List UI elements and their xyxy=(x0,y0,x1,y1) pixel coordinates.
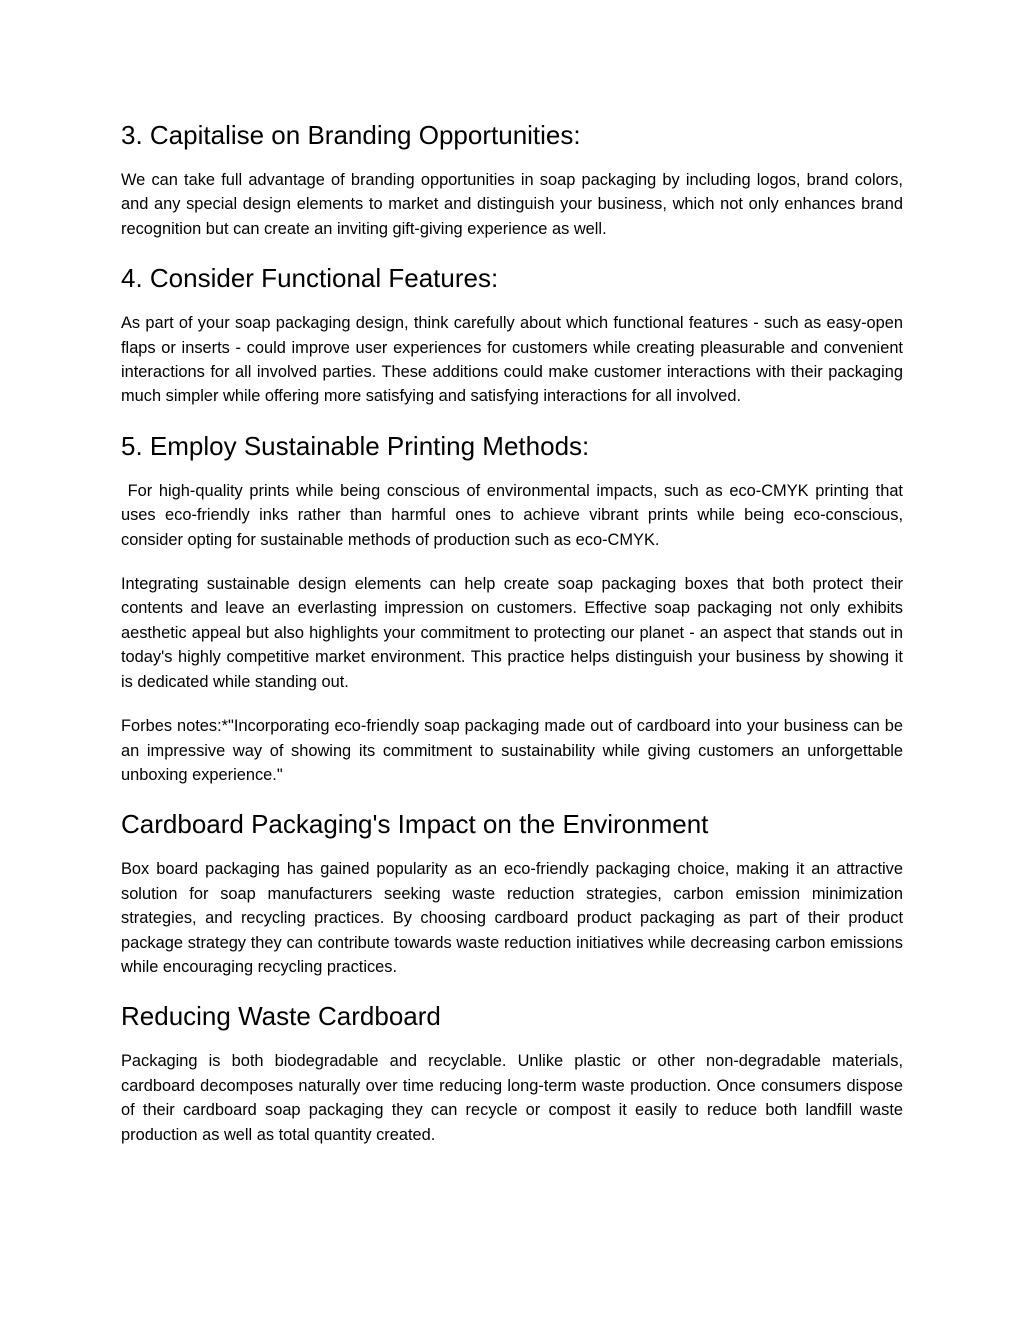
section-heading-environment-impact: Cardboard Packaging's Impact on the Environment xyxy=(121,809,709,840)
paragraph-forbes-quote: Forbes notes:*"Incorporating eco-friendly soap packaging made out of cardboard into your business can be an impressive way of showing its commitment to sustainability while giving customers an unforgettable unboxing experience." xyxy=(121,717,903,784)
section-heading-sustainable-printing: 5. Employ Sustainable Printing Methods: xyxy=(121,430,590,461)
paragraph-functional-features: As part of your soap packaging design, think carefully about which functional features - such as easy-open flaps or inserts - could improve user experiences for customers while creating pleasurable and convenient interactions for all involved parties. These additions could make customer interactions with their packaging much simpler while offering more satisfying and satisfying interactions for all involved. xyxy=(121,314,903,406)
paragraph-sustainable-printing: For high-quality prints while being conscious of environmental impacts, such as eco-CMYK printing that uses eco-friendly inks rather than harmful ones to achieve vibrant prints while being eco-conscious, consider opting for sustainable methods of production such as eco-CMYK. xyxy=(121,481,903,549)
paragraph-environment-impact: Box board packaging has gained popularity as an eco-friendly packaging choice, making it an attractive solution for soap manufacturers seeking waste reduction strategies, carbon emission minimization strategies, and recycling practices. By choosing cardboard product packaging as part of their product package strategy they can contribute towards waste reduction initiatives while decreasing carbon emissions while encouraging recycling practices. xyxy=(121,860,903,976)
paragraph-branding: We can take full advantage of branding opportunities in soap packaging by including logos, brand colors, and any special design elements to market and distinguish your business, which not only enhances brand recognition but can create an inviting gift-giving experience as well. xyxy=(121,171,903,238)
section-heading-branding: 3. Capitalise on Branding Opportunities: xyxy=(121,120,581,150)
paragraph-reducing-waste: Packaging is both biodegradable and recyclable. Unlike plastic or other non-degradable materials, cardboard decomposes naturally over time reducing long-term waste production. Once consumers dispose of their cardboard soap packaging they can recycle or compost it easily to reduce both landfill waste production as well as total quantity created. xyxy=(121,1052,903,1144)
section-heading-reducing-waste: Reducing Waste Cardboard xyxy=(121,1001,441,1032)
document-page xyxy=(121,118,903,1167)
paragraph-sustainable-design: Integrating sustainable design elements can help create soap packaging boxes that both protect their contents and leave an everlasting impression on customers. Effective soap packaging not only exhibits aesthetic appeal but also highlights your commitment to protecting our planet - an aspect that stands out in today's highly competitive market environment. This practice helps distinguish your business by showing it is dedicated while standing out. xyxy=(121,575,903,691)
section-heading-functional-features: 4. Consider Functional Features: xyxy=(121,263,499,294)
